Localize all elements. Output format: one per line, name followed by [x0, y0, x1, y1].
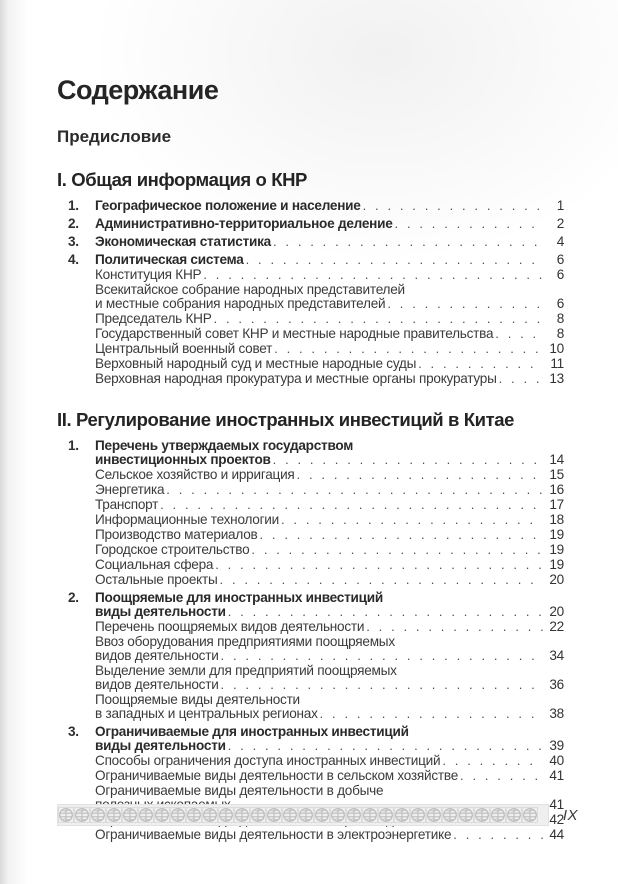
medallion-icon: [90, 806, 106, 824]
toc-entry-label: Административно-территориальное деление: [95, 216, 393, 232]
toc-item: [68, 372, 564, 386]
medallion-icon: [314, 806, 330, 824]
toc-line: [95, 605, 564, 619]
toc-item: [68, 635, 564, 663]
toc-page-ref: 4: [556, 234, 564, 250]
toc-line: [95, 725, 564, 739]
toc-page-ref: 40: [549, 753, 564, 769]
page-footer: [57, 804, 578, 826]
toc-entry-label: видов деятельности: [95, 648, 219, 664]
toc-line: [95, 678, 564, 692]
toc-line: [95, 573, 564, 587]
toc-content-area: [57, 0, 564, 842]
toc-item-number: [68, 828, 95, 842]
toc-item-content: [95, 268, 564, 282]
toc-item: [68, 327, 564, 341]
leader-dots-icon: [320, 707, 543, 721]
toc-page-ref: 41: [549, 768, 564, 784]
toc-page-ref: 41: [549, 797, 564, 813]
toc-page-ref: 17: [549, 497, 564, 513]
toc-line: [95, 483, 564, 497]
toc-line: [95, 707, 564, 721]
toc-entry-label: Производство материалов: [95, 527, 258, 543]
toc-line: [95, 357, 564, 371]
medallion-icon: [522, 806, 538, 824]
toc-line: [95, 253, 564, 267]
toc-entry-label: Остальные проекты: [95, 572, 218, 588]
toc-item-number: [68, 543, 95, 557]
toc-line: [95, 439, 564, 453]
toc-item-content: [95, 558, 564, 572]
medallion-icon: [58, 806, 74, 824]
toc-item: [68, 591, 564, 619]
toc-item: [68, 664, 564, 692]
leader-dots-icon: [214, 312, 543, 326]
leader-dots-icon: [259, 528, 543, 542]
toc-page-ref: 16: [549, 482, 564, 498]
leader-dots-icon: [395, 217, 543, 231]
toc-entry-label: Социальная сфера: [95, 557, 214, 573]
toc-item-number: [68, 528, 95, 542]
leader-dots-icon: [220, 573, 543, 587]
toc-page-ref: 8: [556, 326, 564, 342]
toc-item-number: [68, 693, 95, 721]
toc-page-ref: 10: [549, 341, 564, 357]
toc-item-content: [95, 372, 564, 386]
medallion-icon: [330, 806, 346, 824]
toc-item-number: 2.: [68, 590, 79, 606]
toc-item-content: [95, 217, 564, 231]
folio-page-number: IX: [562, 806, 578, 824]
toc-entry-label: Поощряемые для иностранных инвестиций: [95, 590, 383, 606]
toc-item: [68, 312, 564, 326]
toc-item-content: [95, 235, 564, 249]
toc-item-content: [95, 483, 564, 497]
toc-item: [68, 468, 564, 482]
toc-line: [95, 649, 564, 663]
toc-item-content: [95, 620, 564, 634]
toc-item-content: [95, 664, 564, 692]
toc-line: [95, 217, 564, 231]
toc-item: [68, 199, 564, 213]
leader-dots-icon: [221, 678, 543, 692]
toc-page-ref: 34: [549, 648, 564, 664]
toc-page-ref: 19: [549, 527, 564, 543]
toc-item-content: [95, 498, 564, 512]
medallion-icon: [426, 806, 442, 824]
medallion-icon: [394, 806, 410, 824]
toc-entry-label: инвестиционных проектов: [95, 452, 271, 468]
toc-line: [95, 784, 564, 798]
toc-item-number: [68, 754, 95, 768]
toc-entry-label: Перечень утверждаемых государством: [95, 438, 354, 454]
leader-dots-icon: [274, 342, 543, 356]
toc-page-ref: 20: [549, 572, 564, 588]
toc-line: [95, 528, 564, 542]
toc-entry-label: Экономическая статистика: [95, 234, 271, 250]
toc-item: [68, 754, 564, 768]
toc-item: [68, 283, 564, 311]
toc-line: [95, 327, 564, 341]
section-heading: I. Общая информация о КНР: [57, 169, 307, 191]
medallion-icon: [266, 806, 282, 824]
toc-item-content: [95, 439, 564, 467]
medallion-icon: [74, 806, 90, 824]
toc-entry-label: и местные собрания народных представителей: [95, 296, 386, 312]
toc-item-number: [68, 342, 95, 356]
toc-item-content: [95, 573, 564, 587]
toc-item: [68, 513, 564, 527]
toc-page-ref: 8: [556, 311, 564, 327]
toc-item-number: [68, 468, 95, 482]
toc-page-ref: 19: [549, 542, 564, 558]
toc-list: [57, 199, 564, 386]
medallion-icon: [298, 806, 314, 824]
toc-item-number: 4.: [68, 252, 79, 268]
toc-line: [95, 342, 564, 356]
medallion-icon: [122, 806, 138, 824]
toc-item: [68, 693, 564, 721]
toc-item: [68, 253, 564, 267]
toc-item-number: [68, 620, 95, 634]
toc-page-ref: 15: [549, 467, 564, 483]
toc-item: [68, 828, 564, 842]
medallion-icon: [490, 806, 506, 824]
leader-dots-icon: [499, 372, 543, 386]
toc-item: [68, 558, 564, 572]
leader-dots-icon: [418, 357, 543, 371]
toc-page-ref: 6: [556, 296, 564, 312]
medallion-icon: [282, 806, 298, 824]
medallion-icon: [218, 806, 234, 824]
leader-dots-icon: [363, 199, 543, 213]
toc-line: [95, 283, 564, 297]
toc-line: [95, 828, 564, 842]
medallion-icon: [474, 806, 490, 824]
toc-page-ref: 20: [549, 604, 564, 620]
toc-line: [95, 498, 564, 512]
leader-dots-icon: [273, 453, 543, 467]
leader-dots-icon: [273, 235, 543, 249]
toc-entry-label: Политическая система: [95, 252, 244, 268]
toc-item: [68, 268, 564, 282]
leader-dots-icon: [366, 620, 543, 634]
toc-line: [95, 769, 564, 783]
toc-page-ref: 11: [550, 356, 564, 372]
leader-dots-icon: [442, 754, 543, 768]
toc-line: [95, 558, 564, 572]
toc-line: [95, 620, 564, 634]
toc-item: [68, 357, 564, 371]
toc-item-content: [95, 468, 564, 482]
toc-item-content: [95, 693, 564, 721]
toc-item-number: [68, 357, 95, 371]
toc-item-content: [95, 513, 564, 527]
medallion-icon: [506, 806, 522, 824]
leader-dots-icon: [453, 828, 543, 842]
toc-line: [95, 739, 564, 753]
toc-item-content: [95, 725, 564, 753]
toc-entry-label: Энергетика: [95, 482, 165, 498]
leader-dots-icon: [228, 605, 543, 619]
toc-item-content: [95, 342, 564, 356]
toc-page-ref: 39: [549, 738, 564, 754]
toc-entry-label: Ограничиваемые для иностранных инвестиций: [95, 724, 409, 740]
toc-line: [95, 297, 564, 311]
toc-entry-label: Информационные технологии: [95, 512, 279, 528]
leader-dots-icon: [281, 513, 543, 527]
toc-item: [68, 217, 564, 231]
toc-line: [95, 453, 564, 467]
toc-entry-label: Способы ограничения доступа иностранных инвестиций: [95, 753, 441, 769]
toc-line: [95, 199, 564, 213]
toc-item-number: [68, 372, 95, 386]
toc-item-number: 2.: [68, 216, 79, 232]
leader-dots-icon: [246, 253, 543, 267]
toc-page-ref: 6: [556, 252, 564, 268]
toc-page-ref: 14: [549, 452, 564, 468]
medallion-icon: [186, 806, 202, 824]
medallion-icon: [362, 806, 378, 824]
leader-dots-icon: [251, 543, 543, 557]
leader-dots-icon: [297, 468, 543, 482]
toc-entry-label: Сельское хозяйство и ирригация: [95, 467, 295, 483]
toc-page-ref: 42: [549, 812, 564, 828]
toc-sections: [57, 170, 564, 842]
medallion-icon: [202, 806, 218, 824]
medallion-icon: [410, 806, 426, 824]
toc-list: [57, 439, 564, 842]
toc-line: [95, 543, 564, 557]
toc-item-number: 3.: [68, 724, 79, 740]
toc-item-number: [68, 327, 95, 341]
toc-entry-label: Городское строительство: [95, 542, 250, 558]
toc-entry-label: в западных и центральных регионах: [95, 706, 318, 722]
toc-item: [68, 498, 564, 512]
toc-page-ref: 19: [549, 557, 564, 573]
medallion-icon: [458, 806, 474, 824]
medallion-icon: [170, 806, 186, 824]
toc-item: [68, 725, 564, 753]
leader-dots-icon: [228, 739, 543, 753]
toc-item-content: [95, 528, 564, 542]
toc-item: [68, 235, 564, 249]
toc-page-ref: 22: [549, 619, 564, 635]
toc-item-content: [95, 312, 564, 326]
leader-dots-icon: [221, 649, 543, 663]
toc-page-ref: 13: [549, 371, 564, 387]
toc-item-content: [95, 283, 564, 311]
toc-entry-label: Всекитайское собрание народных представителей: [95, 282, 405, 298]
toc-entry-label: Географическое положение и население: [95, 198, 361, 214]
leader-dots-icon: [166, 483, 543, 497]
toc-entry-label: Верховный народный суд и местные народные суды: [95, 356, 417, 372]
toc-item-number: [68, 513, 95, 527]
toc-page-ref: 36: [549, 677, 564, 693]
toc-item-number: [68, 769, 95, 783]
medallion-icon: [442, 806, 458, 824]
medallion-icon: [154, 806, 170, 824]
toc-item-number: 3.: [68, 234, 79, 250]
toc-item-number: [68, 558, 95, 572]
toc-line: [95, 372, 564, 386]
toc-item: [68, 528, 564, 542]
toc-item-content: [95, 357, 564, 371]
toc-entry-label: Ограничиваемые виды деятельности в электроэнергетике: [95, 827, 452, 843]
toc-item: [68, 483, 564, 497]
toc-line: [95, 693, 564, 707]
leader-dots-icon: [203, 268, 543, 282]
medallion-icon: [138, 806, 154, 824]
toc-item: [68, 543, 564, 557]
toc-line: [95, 235, 564, 249]
chinese-medallion-ornament: [57, 804, 549, 826]
toc-page-ref: 1: [556, 198, 564, 214]
page-title: Содержание: [57, 75, 219, 105]
toc-item-content: [95, 828, 564, 842]
toc-item-number: 1.: [68, 438, 79, 454]
toc-item-number: [68, 312, 95, 326]
preface-heading: Предисловие: [57, 127, 172, 147]
toc-item-content: [95, 253, 564, 267]
medallion-icon: [106, 806, 122, 824]
medallion-icon: [346, 806, 362, 824]
toc-item-number: [68, 498, 95, 512]
medallion-icon: [250, 806, 266, 824]
toc-item-content: [95, 635, 564, 663]
toc-item: [68, 342, 564, 356]
toc-item: [68, 620, 564, 634]
toc-entry-label: Транспорт: [95, 497, 159, 513]
toc-entry-label: Ввоз оборудования предприятиями поощряемых: [95, 634, 395, 650]
toc-entry-label: Ограничиваемые виды деятельности в добыче: [95, 783, 384, 799]
toc-item-number: [68, 283, 95, 311]
toc-page-ref: 38: [549, 706, 564, 722]
toc-page-ref: 18: [549, 512, 564, 528]
toc-item-content: [95, 543, 564, 557]
toc-line: [95, 754, 564, 768]
toc-line: [95, 591, 564, 605]
toc-entry-label: Поощряемые виды деятельности: [95, 692, 300, 708]
toc-item-number: [68, 573, 95, 587]
toc-entry-label: виды деятельности: [95, 738, 226, 754]
toc-item-number: [68, 664, 95, 692]
leader-dots-icon: [215, 558, 543, 572]
toc-item-content: [95, 327, 564, 341]
leader-dots-icon: [460, 769, 543, 783]
toc-line: [95, 513, 564, 527]
toc-line: [95, 312, 564, 326]
medallion-icon: [378, 806, 394, 824]
toc-entry-label: Перечень поощряемых видов деятельности: [95, 619, 365, 635]
toc-entry-label: Центральный военный совет: [95, 341, 273, 357]
toc-item: [68, 439, 564, 467]
toc-entry-label: Председатель КНР: [95, 311, 212, 327]
toc-page-ref: 2: [556, 216, 564, 232]
toc-entry-label: Выделение земли для предприятий поощряемых: [95, 663, 397, 679]
toc-line: [95, 468, 564, 482]
toc-line: [95, 635, 564, 649]
toc-entry-label: Государственный совет КНР и местные народные правительства: [95, 326, 494, 342]
medallion-icon: [234, 806, 250, 824]
toc-item-content: [95, 199, 564, 213]
toc-page-ref: 44: [549, 827, 564, 843]
leader-dots-icon: [160, 498, 543, 512]
toc-item-number: 1.: [68, 198, 79, 214]
toc-page-ref: 6: [556, 267, 564, 283]
toc-entry-label: виды деятельности: [95, 604, 226, 620]
toc-item: [68, 769, 564, 783]
section-heading: II. Регулирование иностранных инвестиций в Китае: [57, 409, 515, 431]
toc-entry-label: Верховная народная прокуратура и местные органы прокуратуры: [95, 371, 497, 387]
toc-item-content: [95, 769, 564, 783]
toc-line: [95, 268, 564, 282]
leader-dots-icon: [387, 297, 543, 311]
toc-entry-label: Ограничиваемые виды деятельности в сельском хозяйстве: [95, 768, 459, 784]
toc-item-number: [68, 483, 95, 497]
toc-line: [95, 664, 564, 678]
toc-item: [68, 573, 564, 587]
toc-entry-label: Конституция КНР: [95, 267, 202, 283]
toc-item-number: [68, 635, 95, 663]
leader-dots-icon: [495, 327, 543, 341]
toc-item-number: [68, 268, 95, 282]
toc-item-content: [95, 591, 564, 619]
toc-entry-label: видов деятельности: [95, 677, 219, 693]
toc-item-content: [95, 754, 564, 768]
